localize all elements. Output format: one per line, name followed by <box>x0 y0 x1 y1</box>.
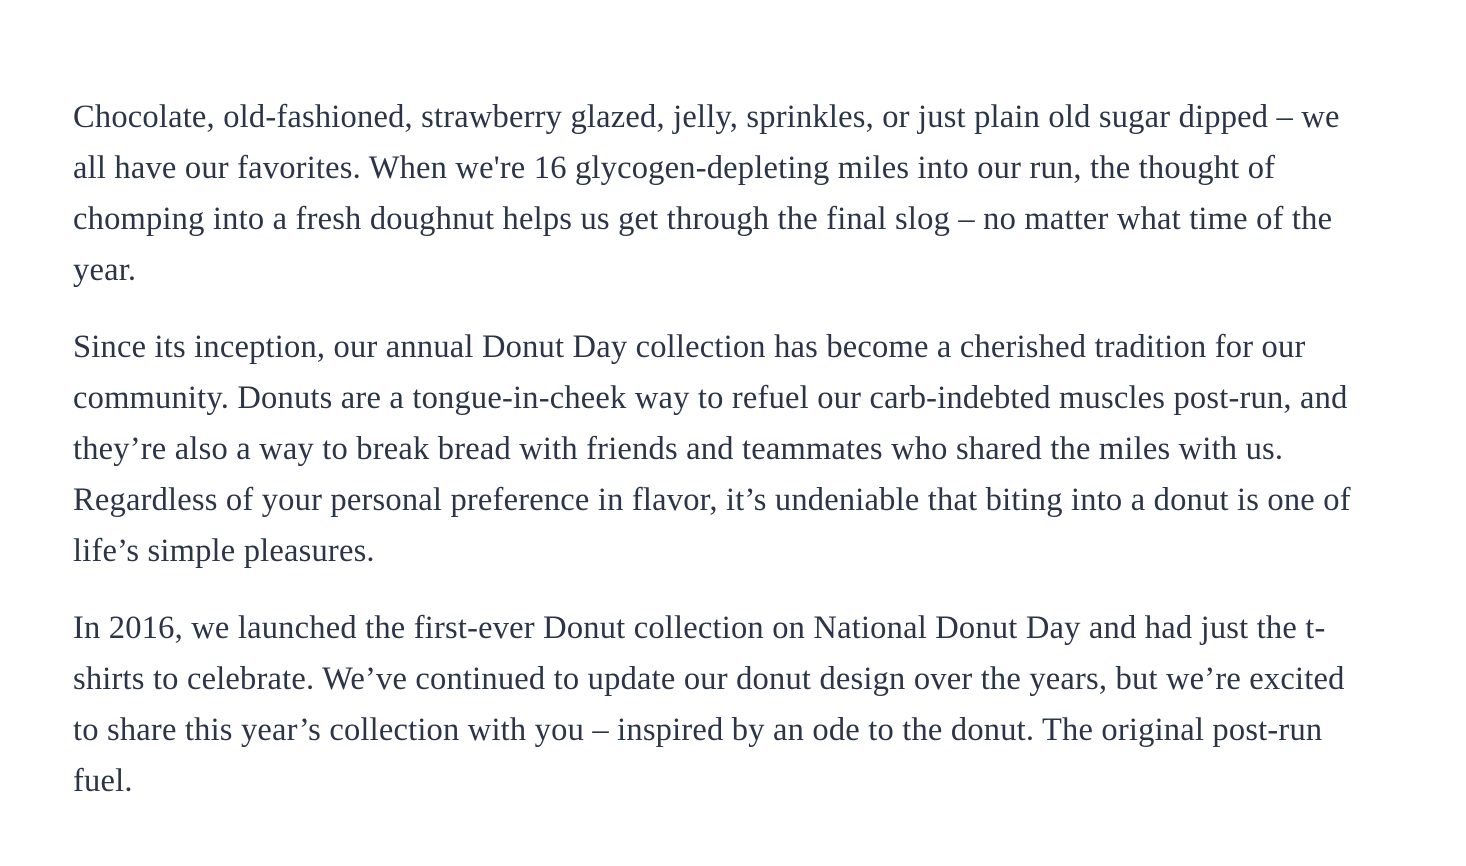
article-paragraph-3: In 2016, we launched the first-ever Donut collection on National Donut Day and had just the t-shirts to celebrate. We’ve continued to update our donut design over the years, but we’re excited to share this year’s collection with you – inspired by an ode to the donut. The original post-run fuel. <box>73 610 1345 799</box>
article-paragraph-2: Since its inception, our annual Donut Day collection has become a cherished tradition for our community. Donuts are a tongue-in-cheek way to refuel our carb-indebted muscles post-run, and they’re also a way to break bread with friends and teammates who shared the miles with us. Regardless of your personal preference in flavor, it’s undeniable that biting into a donut is one of life’s simple pleasures. <box>73 329 1351 569</box>
article-paragraph-1: Chocolate, old-fashioned, strawberry glazed, jelly, sprinkles, or just plain old sugar dipped – we all have our favorites. When we're 16 glycogen-depleting miles into our run, the thought of chomping into a fresh doughnut helps us get through the final slog – no matter what time of the year. <box>73 99 1340 288</box>
article-body <box>73 92 1373 807</box>
